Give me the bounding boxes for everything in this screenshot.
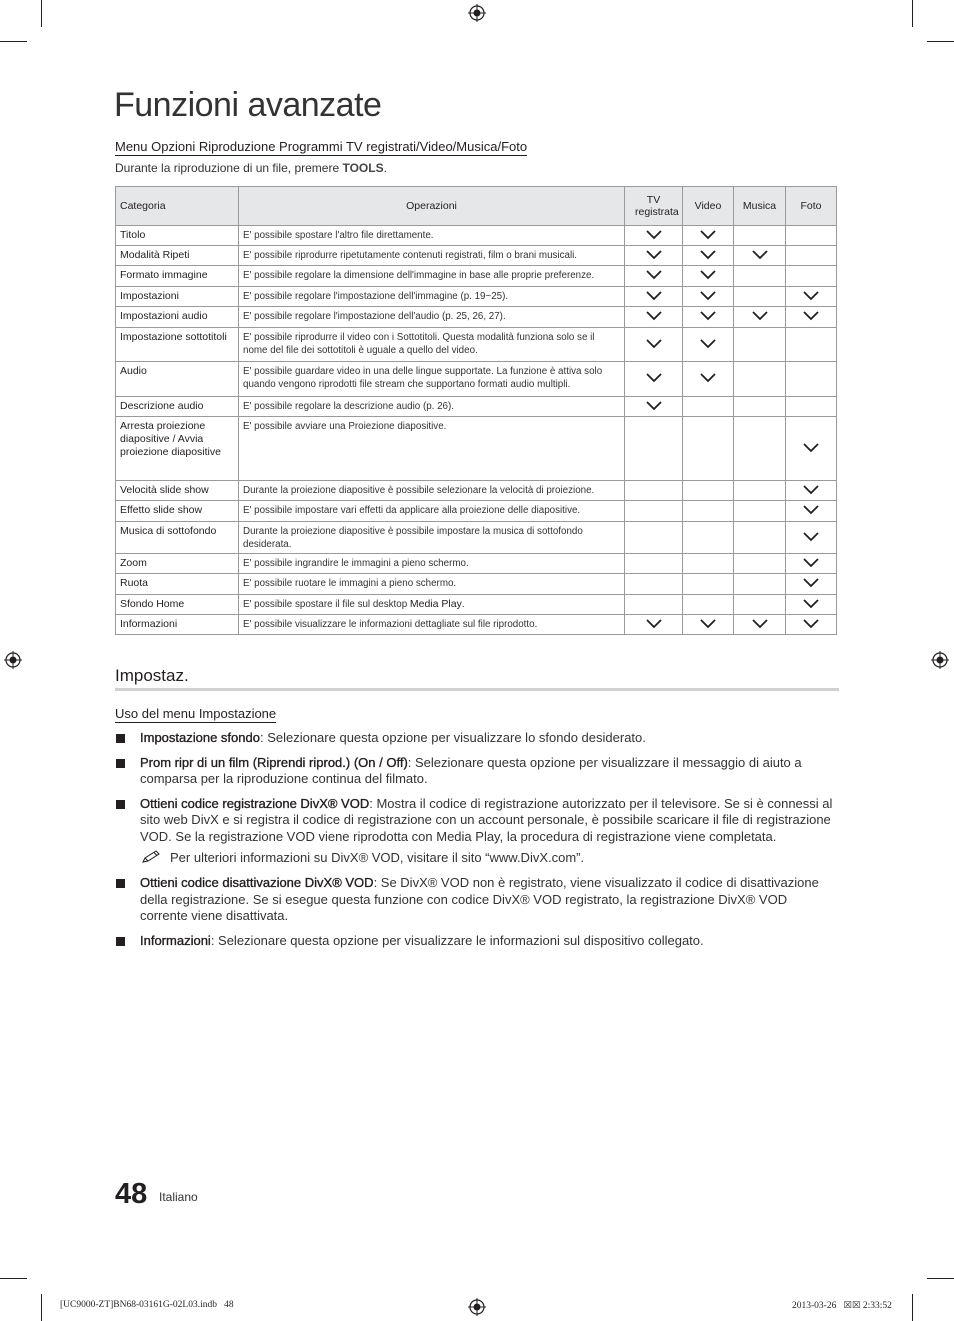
check-chevron-icon: [802, 441, 820, 453]
operation-strong: Media Play: [409, 598, 462, 610]
row-category: Ruota: [116, 574, 239, 595]
support-cell-music: [734, 481, 786, 501]
support-cell-tv: [625, 397, 683, 417]
table-row: [116, 328, 837, 362]
bullet-square-icon: [116, 937, 125, 946]
bullet-square-icon: [116, 734, 125, 743]
crop-mark: [41, 1294, 42, 1321]
row-operation: Durante la proiezione diapositive è possibile selezionare la velocità di proiezione.: [239, 481, 625, 501]
header-foto: Foto: [786, 187, 837, 226]
support-cell-music: [734, 595, 786, 615]
support-cell-photo: [786, 615, 837, 635]
row-operation: E' possibile riprodurre il video con i Sottotitoli. Questa modalità funziona solo se il nome del file dei sottotitoli è uguale a quello del video.: [239, 328, 625, 362]
list-item: [115, 875, 835, 925]
table-row: [116, 501, 837, 522]
support-cell-video: [683, 574, 734, 595]
check-chevron-icon: [645, 617, 663, 629]
table-row: [116, 397, 837, 417]
check-chevron-icon: [645, 337, 663, 349]
registration-mark-icon: [468, 4, 486, 22]
item-term: Impostazione sfondo: [140, 730, 260, 745]
crop-mark: [41, 0, 42, 27]
support-cell-tv: [625, 615, 683, 635]
support-cell-photo: [786, 554, 837, 574]
support-cell-photo: [786, 362, 837, 397]
check-chevron-icon: [645, 309, 663, 321]
support-cell-photo: [786, 287, 837, 307]
support-cell-music: [734, 522, 786, 554]
crop-mark: [927, 41, 954, 42]
row-operation: E' possibile spostare l'altro file direttamente.: [239, 226, 625, 246]
support-cell-music: [734, 287, 786, 307]
support-cell-photo: [786, 397, 837, 417]
bullet-square-icon: [116, 800, 125, 809]
row-operation: E' possibile regolare l'impostazione dell'immagine (p. 19~25).: [239, 287, 625, 307]
support-cell-tv: [625, 501, 683, 522]
row-operation: E' possibile ingrandire le immagini a pieno schermo.: [239, 554, 625, 574]
list-item: [115, 796, 835, 846]
check-chevron-icon: [751, 617, 769, 629]
row-category: Arresta proiezione diapositive / Avvia proiezione diapositive: [116, 417, 239, 481]
item-text: : Se DivX® VOD non è registrato, viene visualizzato il codice di disattivazione della registrazione. Se si esegue questa funzione con codice DivX® VOD registrato, la registrazione DivX® VOD corrente viene disattivata.: [140, 875, 819, 924]
support-cell-tv: [625, 481, 683, 501]
support-cell-tv: [625, 554, 683, 574]
row-category: Modalità Ripeti: [116, 246, 239, 266]
support-cell-tv: [625, 522, 683, 554]
support-cell-tv: [625, 362, 683, 397]
row-category: Velocità slide show: [116, 481, 239, 501]
check-chevron-icon: [802, 576, 820, 588]
support-cell-photo: [786, 595, 837, 615]
row-category: Sfondo Home: [116, 595, 239, 615]
crop-mark: [912, 0, 913, 27]
table-row: [116, 615, 837, 635]
support-cell-photo: [786, 328, 837, 362]
support-cell-music: [734, 417, 786, 481]
crop-mark: [927, 1278, 954, 1279]
header-tv-registrata: TV registrata: [625, 187, 683, 226]
support-cell-video: [683, 554, 734, 574]
intro-prefix: Durante la riproduzione di un file, premere: [115, 161, 343, 175]
support-cell-video: [683, 501, 734, 522]
check-chevron-icon: [802, 597, 820, 609]
row-category: Zoom: [116, 554, 239, 574]
row-operation: E' possibile regolare la descrizione audio (p. 26).: [239, 397, 625, 417]
support-cell-video: [683, 287, 734, 307]
setup-subheading: Uso del menu Impostazione: [115, 706, 277, 721]
page-number: 48: [115, 1178, 148, 1210]
note: [115, 850, 835, 867]
row-operation: E' possibile guardare video in una delle lingue supportate. La funzione è attiva solo quando vengono riprodotti file stream che supportano formati audio multipli.: [239, 362, 625, 397]
table-row: [116, 574, 837, 595]
support-cell-video: [683, 226, 734, 246]
support-cell-tv: [625, 226, 683, 246]
crop-mark: [0, 41, 27, 42]
row-category: Informazioni: [116, 615, 239, 635]
check-chevron-icon: [645, 228, 663, 240]
list-item: [115, 755, 835, 788]
support-cell-music: [734, 246, 786, 266]
table-row: [116, 481, 837, 501]
support-cell-video: [683, 417, 734, 481]
row-operation: E' possibile riprodurre ripetutamente contenuti registrati, film o brani musicali.: [239, 246, 625, 266]
row-category: Formato immagine: [116, 266, 239, 287]
support-cell-photo: [786, 417, 837, 481]
table-row: [116, 417, 837, 481]
support-cell-music: [734, 501, 786, 522]
row-category: Titolo: [116, 226, 239, 246]
support-cell-photo: [786, 501, 837, 522]
check-chevron-icon: [699, 268, 717, 280]
support-cell-music: [734, 328, 786, 362]
support-cell-photo: [786, 574, 837, 595]
support-cell-photo: [786, 522, 837, 554]
table-row: [116, 307, 837, 328]
table-row: [116, 362, 837, 397]
note-text: Per ulteriori informazioni su DivX® VOD, visitare il sito “www.DivX.com”.: [170, 849, 585, 865]
footer-date: 2013-03-26 ☒☒ 2:33:52: [792, 1301, 892, 1311]
header-operazioni: Operazioni: [239, 187, 625, 226]
check-chevron-icon: [645, 248, 663, 260]
support-cell-video: [683, 481, 734, 501]
check-chevron-icon: [645, 371, 663, 383]
support-cell-music: [734, 554, 786, 574]
registration-mark-icon: [468, 1298, 486, 1316]
support-cell-tv: [625, 287, 683, 307]
table-row: [116, 595, 837, 615]
row-category: Musica di sottofondo: [116, 522, 239, 554]
support-cell-music: [734, 397, 786, 417]
support-cell-music: [734, 266, 786, 287]
support-cell-video: [683, 362, 734, 397]
check-chevron-icon: [645, 289, 663, 301]
check-chevron-icon: [751, 309, 769, 321]
support-cell-tv: [625, 417, 683, 481]
row-operation: E' possibile impostare vari effetti da applicare alla proiezione delle diapositive.: [239, 501, 625, 522]
item-term: Prom ripr di un film (Riprendi riprod.) (On / Off): [140, 754, 408, 770]
row-operation: Durante la proiezione diapositive è possibile impostare la musica di sottofondo desiderata.: [239, 522, 625, 554]
support-cell-video: [683, 328, 734, 362]
page-language: Italiano: [159, 1190, 198, 1204]
intro-suffix: .: [383, 161, 387, 175]
check-chevron-icon: [802, 556, 820, 568]
support-cell-tv: [625, 328, 683, 362]
check-chevron-icon: [802, 309, 820, 321]
support-cell-video: [683, 615, 734, 635]
page-title: Funzioni avanzate: [114, 86, 382, 124]
item-text: : Mostra il codice di registrazione autorizzato per il televisore. Se si è connessi al sito web DivX e si registra il codice di registrazione con un account personale, è possibile scaricare il file di registrazione VOD. Se la registrazione VOD viene riprodotta con Media Play, la procedura di registrazione viene completata.: [140, 795, 833, 844]
footer-file: [UC9000-ZT]BN68-03161G-02L03.indb 48: [60, 1300, 234, 1310]
list-item: [115, 933, 835, 950]
support-cell-tv: [625, 574, 683, 595]
header-musica: Musica: [734, 187, 786, 226]
item-term: Informazioni: [140, 932, 211, 948]
options-table: [115, 186, 837, 635]
check-chevron-icon: [699, 228, 717, 240]
check-chevron-icon: [802, 289, 820, 301]
support-cell-video: [683, 246, 734, 266]
check-chevron-icon: [802, 617, 820, 629]
header-categoria: Categoria: [116, 187, 239, 226]
support-cell-photo: [786, 226, 837, 246]
check-chevron-icon: [699, 248, 717, 260]
row-operation: E' possibile regolare l'impostazione dell'audio (p. 25, 26, 27).: [239, 307, 625, 328]
row-operation: E' possibile visualizzare le informazioni dettagliate sul file riprodotto.: [239, 615, 625, 635]
table-body: [116, 226, 837, 635]
support-cell-video: [683, 595, 734, 615]
support-cell-tv: [625, 307, 683, 328]
check-chevron-icon: [802, 483, 820, 495]
support-cell-photo: [786, 307, 837, 328]
check-chevron-icon: [699, 309, 717, 321]
item-text: : Selezionare questa opzione per visualizzare lo sfondo desiderato.: [259, 730, 646, 745]
row-operation: E' possibile avviare una Proiezione diapositive.: [239, 417, 625, 481]
setup-list: [115, 730, 835, 958]
bullet-square-icon: [116, 759, 125, 768]
table-row: [116, 226, 837, 246]
item-text: : Selezionare questa opzione per visualizzare il messaggio di aiuto a comparsa per la riproduzione continua del filmato.: [140, 754, 802, 787]
table-row: [116, 246, 837, 266]
support-cell-music: [734, 307, 786, 328]
item-term: Ottieni codice disattivazione DivX® VOD: [140, 875, 374, 891]
row-category: Impostazione sottotitoli: [116, 328, 239, 362]
row-operation: E' possibile regolare la dimensione dell'immagine in base alle proprie preferenze.: [239, 266, 625, 287]
check-chevron-icon: [699, 371, 717, 383]
tools-key: TOOLS: [342, 161, 384, 175]
row-category: Descrizione audio: [116, 397, 239, 417]
table-header-row: [116, 187, 837, 226]
registration-mark-icon: [4, 651, 22, 669]
item-text: : Selezionare questa opzione per visualizzare le informazioni sul dispositivo collegato.: [210, 932, 704, 948]
check-chevron-icon: [699, 337, 717, 349]
support-cell-photo: [786, 266, 837, 287]
support-cell-video: [683, 522, 734, 554]
registration-mark-icon: [931, 651, 949, 669]
support-cell-tv: [625, 246, 683, 266]
support-cell-music: [734, 615, 786, 635]
pencil-note-icon: [141, 850, 161, 864]
check-chevron-icon: [699, 617, 717, 629]
support-cell-music: [734, 226, 786, 246]
table-row: [116, 266, 837, 287]
support-cell-music: [734, 362, 786, 397]
crop-mark: [912, 1294, 913, 1321]
crop-mark: [0, 1278, 27, 1279]
row-category: Effetto slide show: [116, 501, 239, 522]
header-video: Video: [683, 187, 734, 226]
row-operation: [239, 595, 625, 615]
item-term: Ottieni codice registrazione DivX® VOD: [140, 795, 370, 811]
check-chevron-icon: [645, 268, 663, 280]
section-divider: [115, 688, 839, 691]
section-heading: Menu Opzioni Riproduzione Programmi TV registrati/Video/Musica/Foto: [115, 139, 528, 154]
check-chevron-icon: [802, 503, 820, 515]
intro-text: [115, 161, 387, 175]
row-category: Impostazioni: [116, 287, 239, 307]
row-operation: E' possibile ruotare le immagini a pieno schermo.: [239, 574, 625, 595]
support-cell-video: [683, 307, 734, 328]
support-cell-photo: [786, 246, 837, 266]
support-cell-music: [734, 574, 786, 595]
check-chevron-icon: [699, 289, 717, 301]
support-cell-video: [683, 397, 734, 417]
table-row: [116, 287, 837, 307]
row-category: Impostazioni audio: [116, 307, 239, 328]
table-row: [116, 554, 837, 574]
table-row: [116, 522, 837, 554]
list-item: [115, 730, 835, 747]
bullet-square-icon: [116, 879, 125, 888]
support-cell-photo: [786, 481, 837, 501]
row-category: Audio: [116, 362, 239, 397]
support-cell-video: [683, 266, 734, 287]
check-chevron-icon: [751, 248, 769, 260]
operation-tail: .: [461, 599, 465, 610]
check-chevron-icon: [645, 399, 663, 411]
support-cell-tv: [625, 266, 683, 287]
support-cell-tv: [625, 595, 683, 615]
setup-title: Impostaz.: [115, 666, 189, 685]
operation-text: E' possibile spostare il file sul desktop: [243, 599, 410, 610]
check-chevron-icon: [802, 530, 820, 542]
